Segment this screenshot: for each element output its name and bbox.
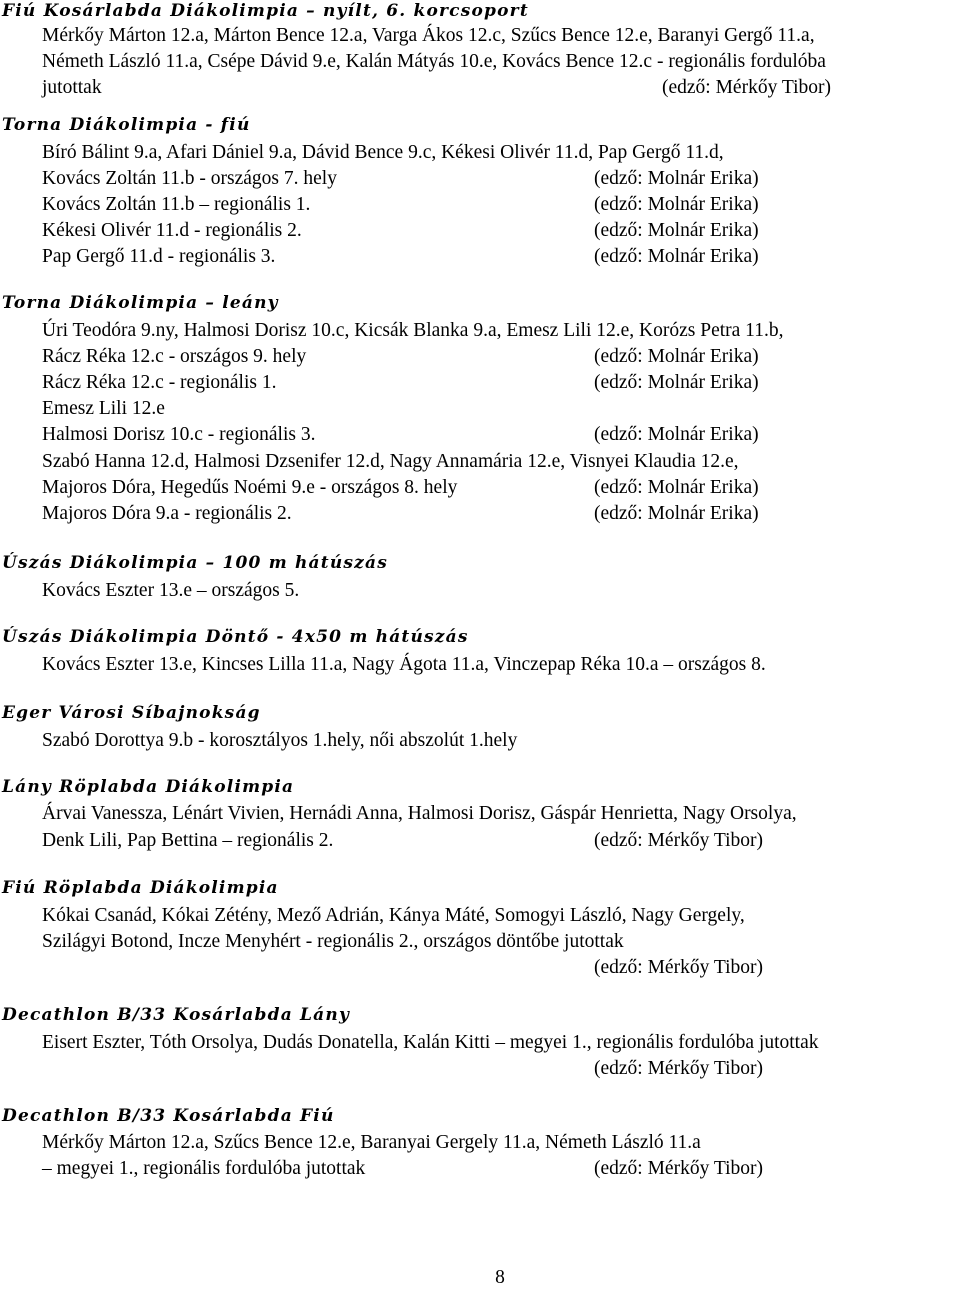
text-line: Kovács Zoltán 11.b - országos 7. hely	[42, 168, 337, 189]
text-line: Kovács Eszter 13.e, Kincses Lilla 11.a, Nagy Ágota 11.a, Vinczepap Réka 10.a – országos 8.	[42, 654, 766, 675]
text-line: Úri Teodóra 9.ny, Halmosi Dorisz 10.c, Kicsák Blanka 9.a, Emesz Lili 12.e, Korózs Petra 11.b,	[42, 320, 784, 341]
coach-note: (edző: Mérkőy Tibor)	[594, 1158, 763, 1179]
text-line: Kókai Csanád, Kókai Zétény, Mező Adrián, Kánya Máté, Somogyi László, Nagy Gergely,	[42, 905, 745, 926]
text-line: Kovács Zoltán 11.b – regionális 1.	[42, 194, 311, 215]
text-line: Pap Gergő 11.d - regionális 3.	[42, 246, 276, 267]
coach-note: (edző: Molnár Erika)	[594, 477, 759, 498]
coach-note: (edző: Molnár Erika)	[594, 503, 759, 524]
text-line: – megyei 1., regionális fordulóba jutottak	[42, 1158, 366, 1179]
page-number: 8	[495, 1267, 505, 1288]
text-line: Szabó Dorottya 9.b - korosztályos 1.hely, női abszolút 1.hely	[42, 730, 518, 751]
text-line: Árvai Vanessza, Lénárt Vivien, Hernádi Anna, Halmosi Dorisz, Gáspár Henrietta, Nagy Orsolya,	[42, 803, 797, 824]
coach-note: (edző: Molnár Erika)	[594, 424, 759, 445]
coach-note: (edző: Molnár Erika)	[594, 346, 759, 367]
text-line: Emesz Lili 12.e	[42, 398, 165, 419]
text-line: Majoros Dóra 9.a - regionális 2.	[42, 503, 292, 524]
section-heading: Torna Diákolimpia - fiú	[2, 115, 251, 135]
text-line: Bíró Bálint 9.a, Afari Dániel 9.a, Dávid Bence 9.c, Kékesi Olivér 11.d, Pap Gergő 11.d,	[42, 142, 724, 163]
text-line: Mérkőy Márton 12.a, Szűcs Bence 12.e, Baranyai Gergely 11.a, Németh László 11.a	[42, 1132, 701, 1153]
coach-note: (edző: Molnár Erika)	[594, 168, 759, 189]
text-line: Mérkőy Márton 12.a, Márton Bence 12.a, Varga Ákos 12.c, Szűcs Bence 12.e, Baranyi Gergő 11.a,	[42, 25, 815, 46]
text-line: Denk Lili, Pap Bettina – regionális 2.	[42, 830, 334, 851]
section-heading: Úszás Diákolimpia – 100 m hátúszás	[2, 553, 388, 573]
text-line: Szabó Hanna 12.d, Halmosi Dzsenifer 12.d, Nagy Annamária 12.e, Visnyei Klaudia 12.e,	[42, 451, 739, 472]
text-line: Rácz Réka 12.c - regionális 1.	[42, 372, 277, 393]
section-heading: Fiú Röplabda Diákolimpia	[2, 878, 279, 898]
text-line: Majoros Dóra, Hegedűs Noémi 9.e - országos 8. hely	[42, 477, 458, 498]
text-line: Rácz Réka 12.c - országos 9. hely	[42, 346, 307, 367]
text-line: Kovács Eszter 13.e – országos 5.	[42, 580, 300, 601]
section-heading: Lány Röplabda Diákolimpia	[2, 777, 295, 797]
section-heading: Fiú Kosárlabda Diákolimpia – nyílt, 6. korcsoport	[2, 1, 529, 21]
coach-note: (edző: Molnár Erika)	[594, 220, 759, 241]
section-heading: Decathlon B/33 Kosárlabda Lány	[2, 1005, 351, 1025]
coach-note: (edző: Mérkőy Tibor)	[594, 1058, 763, 1079]
coach-note: (edző: Mérkőy Tibor)	[594, 957, 763, 978]
coach-note: (edző: Mérkőy Tibor)	[594, 830, 763, 851]
section-heading: Úszás Diákolimpia Döntő - 4x50 m hátúszás	[2, 627, 469, 647]
text-line: Szilágyi Botond, Incze Menyhért - regionális 2., országos döntőbe jutottak	[42, 931, 624, 952]
coach-note: (edző: Molnár Erika)	[594, 194, 759, 215]
coach-note: (edző: Molnár Erika)	[594, 372, 759, 393]
coach-note: (edző: Mérkőy Tibor)	[662, 77, 831, 98]
coach-note: (edző: Molnár Erika)	[594, 246, 759, 267]
section-heading: Decathlon B/33 Kosárlabda Fiú	[2, 1106, 335, 1126]
text-line: Kékesi Olivér 11.d - regionális 2.	[42, 220, 302, 241]
section-heading: Torna Diákolimpia – leány	[2, 293, 279, 313]
text-line: jutottak	[42, 77, 102, 98]
section-heading: Eger Városi Síbajnokság	[2, 703, 261, 723]
text-line: Németh László 11.a, Csépe Dávid 9.e, Kalán Mátyás 10.e, Kovács Bence 12.c - regionális fordulóba	[42, 51, 826, 72]
text-line: Halmosi Dorisz 10.c - regionális 3.	[42, 424, 316, 445]
text-line: Eisert Eszter, Tóth Orsolya, Dudás Donatella, Kalán Kitti – megyei 1., regionális fordulóba jutottak	[42, 1032, 819, 1053]
